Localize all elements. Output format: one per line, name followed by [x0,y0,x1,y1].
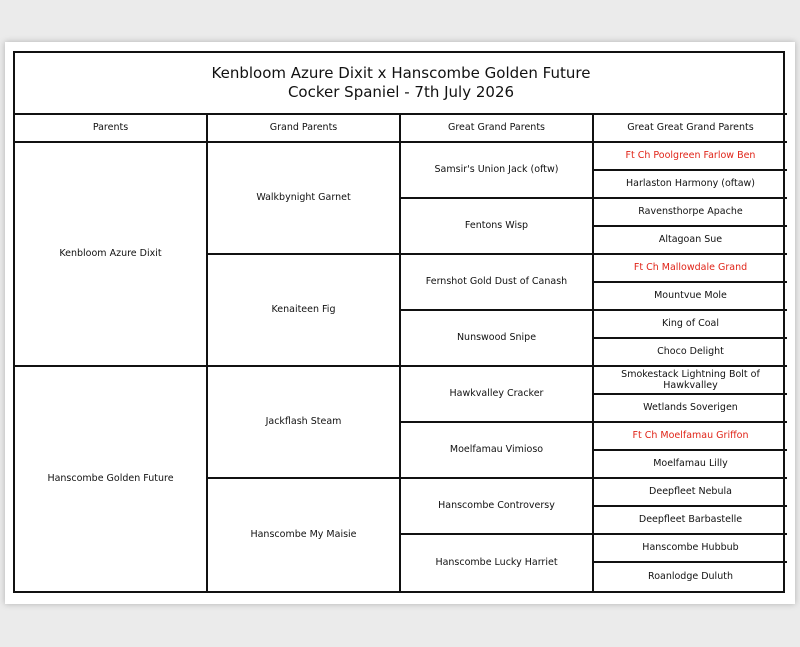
title-line-1: Kenbloom Azure Dixit x Hanscombe Golden Future [211,64,591,82]
great-grand-parent: Moelfamau Vimioso [401,423,594,479]
great-grand-parent: Samsir's Union Jack (oftw) [401,143,594,199]
parent-dam: Hanscombe Golden Future [15,367,208,591]
header-parents: Parents [15,115,208,143]
great-great-grand-parent: Moelfamau Lilly [594,451,787,479]
pedigree-table [13,51,785,593]
grand-parent: Jackflash Steam [208,367,401,479]
header-grand-parents: Grand Parents [208,115,401,143]
great-great-grand-parent: King of Coal [594,311,787,339]
great-grand-parent: Nunswood Snipe [401,311,594,367]
great-grand-parent: Hanscombe Lucky Harriet [401,535,594,591]
header-great-grand-parents: Great Grand Parents [401,115,594,143]
great-great-grand-parent: Altagoan Sue [594,227,787,255]
grand-parent: Walkbynight Garnet [208,143,401,255]
great-grand-parent: Hanscombe Controversy [401,479,594,535]
great-great-grand-parent: Ft Ch Poolgreen Farlow Ben [594,143,787,171]
great-great-grand-parent: Smokestack Lightning Bolt of Hawkvalley [594,367,787,395]
title-line-2: Cocker Spaniel - 7th July 2026 [287,83,515,101]
great-great-grand-parent: Choco Delight [594,339,787,367]
header-great-great-grand-parents: Great Great Grand Parents [594,115,787,143]
great-great-grand-parent: Wetlands Soverigen [594,395,787,423]
great-grand-parent: Fernshot Gold Dust of Canash [401,255,594,311]
great-great-grand-parent: Hanscombe Hubbub [594,535,787,563]
great-grand-parent: Fentons Wisp [401,199,594,255]
great-great-grand-parent: Deepfleet Barbastelle [594,507,787,535]
great-great-grand-parent: Deepfleet Nebula [594,479,787,507]
parent-sire: Kenbloom Azure Dixit [15,143,208,367]
great-great-grand-parent: Mountvue Mole [594,283,787,311]
great-great-grand-parent: Harlaston Harmony (oftaw) [594,171,787,199]
great-great-grand-parent: Roanlodge Duluth [648,571,733,583]
grand-parent: Hanscombe My Maisie [208,479,401,591]
great-great-grand-parent: Ft Ch Moelfamau Griffon [594,423,787,451]
great-great-grand-parent: Ravensthorpe Apache [594,199,787,227]
grand-parent: Kenaiteen Fig [208,255,401,367]
great-grand-parent: Hawkvalley Cracker [401,367,594,423]
pedigree-title [15,53,787,115]
great-great-grand-parent: Ft Ch Mallowdale Grand [594,255,787,283]
